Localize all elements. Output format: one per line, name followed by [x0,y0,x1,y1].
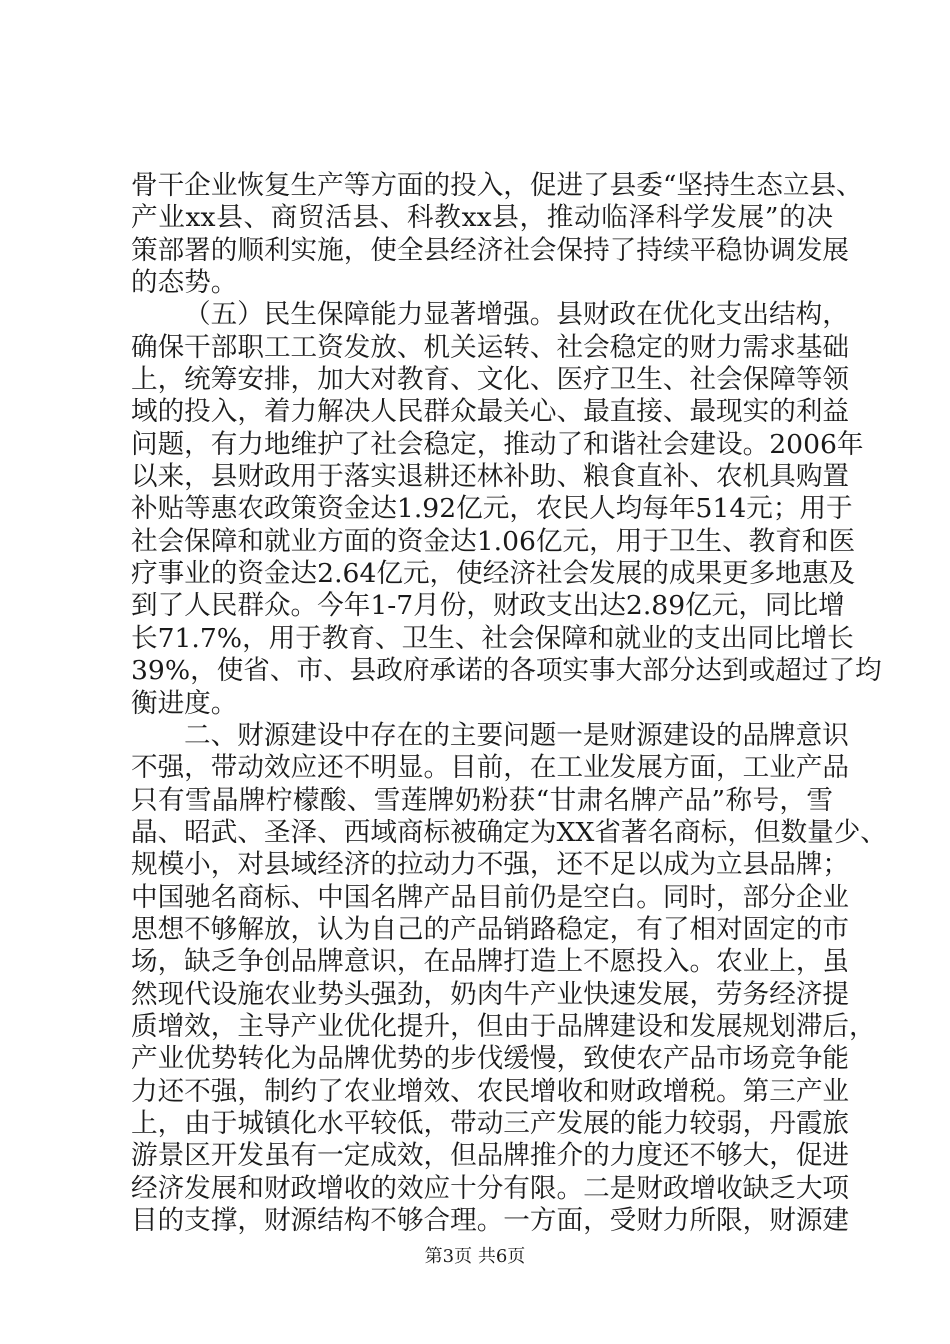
text-line: 衡进度。 [131,687,238,719]
text-line: 只有雪晶牌柠檬酸、雪莲牌奶粉获“甘肃名牌产品”称号，雪 [131,784,833,816]
text-line: 经济发展和财政增收的效应十分有限。二是财政增收缺乏大项 [131,1172,850,1204]
text-line: 到了人民群众。今年1-7月份，财政支出达2.89亿元，同比增 [131,590,845,622]
text-line: 问题，有力地维护了社会稳定，推动了和谐社会建设。2006年 [131,428,864,460]
text-line: 域的投入，着力解决人民群众最关心、最直接、最现实的利益 [131,396,850,428]
text-line: 社会保障和就业方面的资金达1.06亿元，用于卫生、教育和医 [131,525,856,557]
text-line: 补贴等惠农政策资金达1.92亿元，农民人均每年514元；用于 [131,493,853,525]
text-line: 确保干部职工工资发放、机关运转、社会稳定的财力需求基础 [131,331,850,363]
text-line: 然现代设施农业势头强劲，奶肉牛产业快速发展，劳务经济提 [131,978,850,1010]
body-text [131,170,887,1237]
text-line: 质增效，主导产业优化提升，但由于品牌建设和发展规划滞后， [131,1010,876,1042]
text-line: 游景区开发虽有一定成效，但品牌推介的力度还不够大，促进 [131,1140,850,1172]
text-line: 的态势。 [131,267,238,299]
text-line: 目的支撑，财源结构不够合理。一方面，受财力所限，财源建 [131,1205,850,1236]
text-line: （五）民生保障能力显著增强。县财政在优化支出结构， [184,299,849,331]
text-line: 上，由于城镇化水平较低，带动三产发展的能力较弱，丹霞旅 [131,1107,850,1139]
text-line: 39%，使省、市、县政府承诺的各项实事大部分达到或超过了均 [131,655,882,687]
text-line: 力还不强，制约了农业增效、农民增收和财政增税。第三产业 [131,1075,850,1107]
text-line: 晶、昭武、圣泽、西域商标被确定为XX省著名商标，但数量少、 [131,816,887,848]
text-line: 规模小，对县域经济的拉动力不强，还不足以成为立县品牌； [131,849,850,881]
text-line: 策部署的顺利实施，使全县经济社会保持了持续平稳协调发展 [131,234,850,266]
text-line: 疗事业的资金达2.64亿元，使经济社会发展的成果更多地惠及 [131,558,856,590]
text-line: 二、财源建设中存在的主要问题一是财源建设的品牌意识 [184,719,849,751]
text-line: 长71.7%，用于教育、卫生、社会保障和就业的支出同比增长 [131,622,854,654]
text-line: 以来，县财政用于落实退耕还林补助、粮食直补、农机具购置 [131,461,850,493]
text-line: 中国驰名商标、中国名牌产品目前仍是空白。同时，部分企业 [131,881,850,913]
page-footer: 第3页 共6页 [424,1246,526,1267]
text-line: 骨干企业恢复生产等方面的投入，促进了县委“坚持生态立县、 [131,170,863,201]
text-line: 产业xx县、商贸活县、科教xx县，推动临泽科学发展”的决 [131,202,833,234]
text-line: 上，统筹安排，加大对教育、文化、医疗卫生、社会保障等领 [131,364,850,396]
text-line: 产业优势转化为品牌优势的步伐缓慢，致使农产品市场竞争能 [131,1043,850,1075]
text-line: 场，缺乏争创品牌意识，在品牌打造上不愿投入。农业上，虽 [131,946,850,978]
text-line: 不强，带动效应还不明显。目前，在工业发展方面，工业产品 [131,752,850,784]
text-line: 思想不够解放，认为自己的产品销路稳定，有了相对固定的市 [131,913,850,945]
